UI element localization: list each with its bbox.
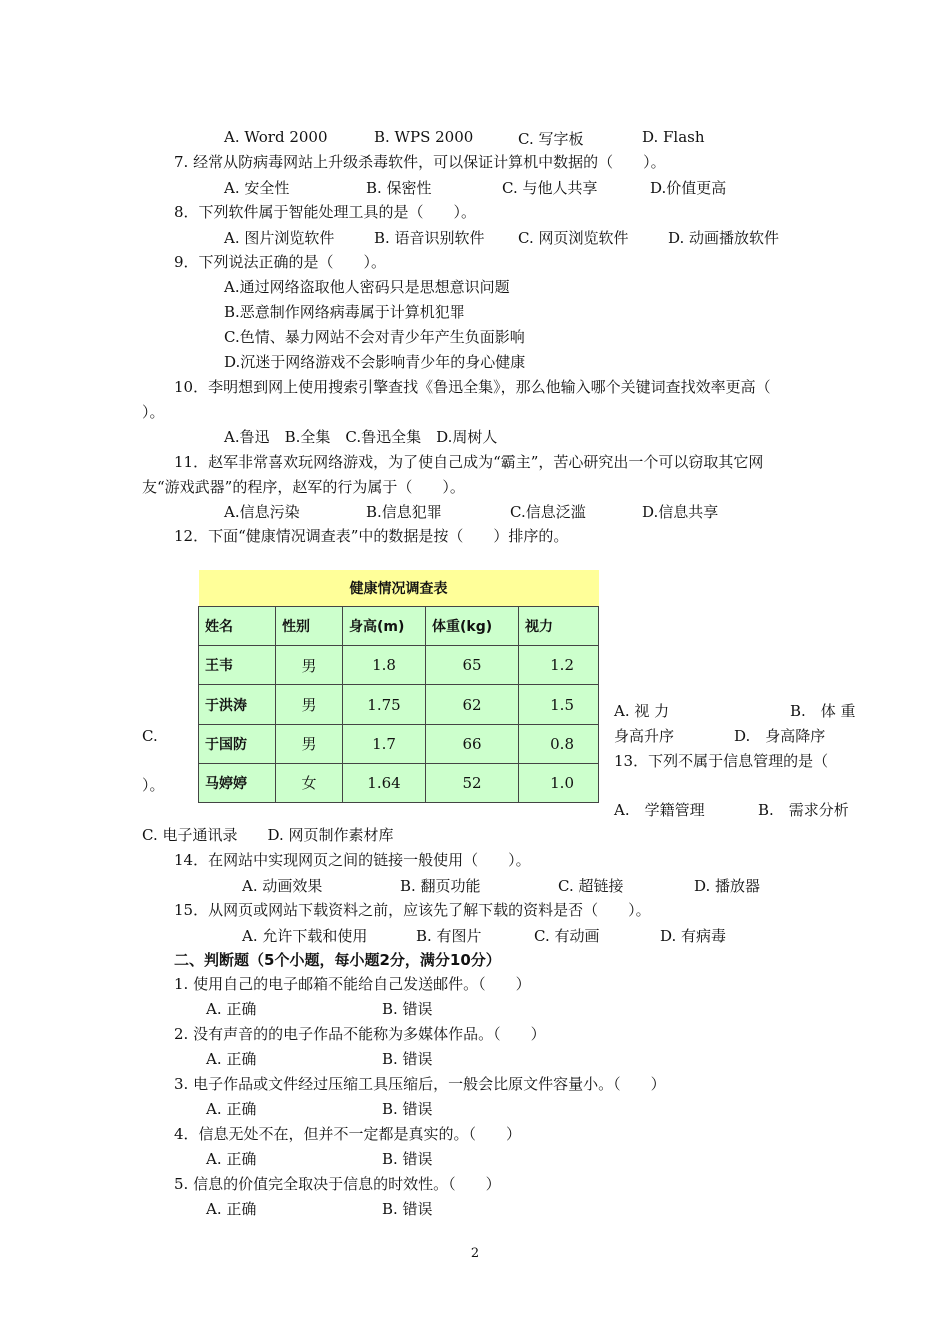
section-2-title: 二、判断题（5个小题，每小题2分，满分10分） [174,951,501,969]
cell-height: 1.64 [343,763,426,802]
q14-option-c: C. 超链接 [558,877,624,895]
q10-stem-line1: 10．李明想到网上使用搜索引擎查找《鲁迅全集》，那么他输入哪个关键词查找效率更高（ [174,378,771,396]
tf4-option-a: A. 正确 [206,1150,257,1168]
q11-option-b: B.信息犯罪 [366,503,442,521]
tf3-option-b: B. 错误 [382,1100,433,1118]
q14-option-d: D. 播放器 [694,877,761,895]
cell-name: 马婷婷 [199,763,276,802]
header-name: 姓名 [199,607,276,646]
tf4-stem: 4．信息无处不在，但并不一定都是真实的。（ ） [174,1125,522,1143]
q7-option-d: D.价值更高 [650,179,727,197]
cell-vision: 0.8 [519,724,599,763]
cell-gender: 男 [276,685,343,724]
cell-name: 王韦 [199,646,276,685]
q8-option-d: D. 动画播放软件 [668,229,780,247]
tf5-option-a: A. 正确 [206,1200,257,1218]
cell-height: 1.7 [343,724,426,763]
q7-option-b: B. 保密性 [366,179,432,197]
q12-option-c-label: C. [142,727,158,745]
q10-stem-line2: ）。 [142,403,165,421]
q8-option-b: B. 语音识别软件 [374,229,485,247]
q7-option-c: C. 与他人共享 [502,179,598,197]
tf1-stem: 1. 使用自己的电子邮箱不能给自己发送邮件。（ ） [174,975,531,993]
q7-stem: 7. 经常从防病毒网站上升级杀毒软件，可以保证计算机中数据的（ ）。 [174,153,666,171]
cell-vision: 1.2 [519,646,599,685]
cell-height: 1.8 [343,646,426,685]
page-number: 2 [470,1246,480,1261]
header-vision: 视力 [519,607,599,646]
health-survey-table [198,570,599,803]
q15-option-b: B. 有图片 [416,927,482,945]
q12-option-a: A. 视 力 [614,702,670,720]
tf1-option-a: A. 正确 [206,1000,257,1018]
q8-stem: 8．下列软件属于智能处理工具的是（ ）。 [174,203,477,221]
tf2-stem: 2. 没有声音的的电子作品不能称为多媒体作品。（ ） [174,1025,546,1043]
q8-option-c: C. 网页浏览软件 [518,229,629,247]
q12-option-b-cont: 身高升序 [614,727,675,745]
q8-option-a: A. 图片浏览软件 [224,229,335,247]
tf3-stem: 3. 电子作品或文件经过压缩工具压缩后，一般会比原文件容量小。（ ） [174,1075,666,1093]
q13-options-cd: C. 电子通讯录 D. 网页制作素材库 [142,826,394,844]
q11-option-c: C.信息泛滥 [510,503,586,521]
cell-weight: 66 [426,724,519,763]
tf2-option-a: A. 正确 [206,1050,257,1068]
q13-option-a: A. 学籍管理 [614,801,705,819]
table-row [199,685,599,724]
q9-option-b: B.恶意制作网络病毒属于计算机犯罪 [224,303,465,321]
q11-stem-line1: 11．赵军非常喜欢玩网络游戏，为了使自己成为“霸主”，苦心研究出一个可以窃取其它网 [174,453,764,471]
cell-vision: 1.0 [519,763,599,802]
q11-option-a: A.信息污染 [224,503,300,521]
header-height: 身高(m) [343,607,426,646]
q12-stem: 12．下面“健康情况调查表”中的数据是按（ ）排序的。 [174,527,569,545]
q9-option-d: D.沉迷于网络游戏不会影响青少年的身心健康 [224,353,526,371]
table-row [199,646,599,685]
table-row [199,724,599,763]
header-weight: 体重(kg) [426,607,519,646]
tf5-stem: 5. 信息的价值完全取决于信息的时效性。（ ） [174,1175,501,1193]
q14-option-a: A. 动画效果 [242,877,323,895]
q9-stem: 9．下列说法正确的是（ ）。 [174,253,387,271]
table-header-row [199,607,599,646]
q6-option-d: D. Flash [642,128,705,146]
q12-option-b: B. 体 重 [790,702,856,720]
q15-option-a: A. 允许下载和使用 [242,927,368,945]
cell-weight: 62 [426,685,519,724]
q14-stem: 14．在网站中实现网页之间的链接一般使用（ ）。 [174,851,531,869]
q14-option-b: B. 翻页功能 [400,877,481,895]
q6-option-c: C. 写字板 [518,130,584,148]
cell-gender: 女 [276,763,343,802]
cell-height: 1.75 [343,685,426,724]
cell-weight: 52 [426,763,519,802]
q10-options: A.鲁迅 B.全集 C.鲁迅全集 D.周树人 [224,428,498,446]
cell-name: 于洪涛 [199,685,276,724]
q12-option-d: D. 身高降序 [734,727,826,745]
q15-option-c: C. 有动画 [534,927,600,945]
q15-stem: 15．从网页或网站下载资料之前，应该先了解下载的资料是否（ ）。 [174,901,651,919]
q6-option-b: B. WPS 2000 [374,128,474,146]
cell-gender: 男 [276,724,343,763]
tf4-option-b: B. 错误 [382,1150,433,1168]
cell-vision: 1.5 [519,685,599,724]
q11-stem-line2: 友“游戏武器”的程序，赵军的行为属于（ ）。 [142,478,465,496]
table-row [199,763,599,802]
tf5-option-b: B. 错误 [382,1200,433,1218]
tf1-option-b: B. 错误 [382,1000,433,1018]
table-caption: 健康情况调查表 [199,570,599,607]
q6-option-a: A. Word 2000 [224,128,328,146]
q11-option-d: D.信息共享 [642,503,719,521]
q9-option-a: A.通过网络盗取他人密码只是思想意识问题 [224,278,510,296]
cell-name: 于国防 [199,724,276,763]
q7-option-a: A. 安全性 [224,179,290,197]
q12-close-paren: ）。 [142,776,165,794]
q15-option-d: D. 有病毒 [660,927,727,945]
q9-option-c: C.色情、暴力网站不会对青少年产生负面影响 [224,328,525,346]
q13-stem: 13．下列不属于信息管理的是（ [614,752,829,770]
tf3-option-a: A. 正确 [206,1100,257,1118]
cell-gender: 男 [276,646,343,685]
q13-option-b: B. 需求分析 [758,801,849,819]
tf2-option-b: B. 错误 [382,1050,433,1068]
cell-weight: 65 [426,646,519,685]
header-gender: 性别 [276,607,343,646]
